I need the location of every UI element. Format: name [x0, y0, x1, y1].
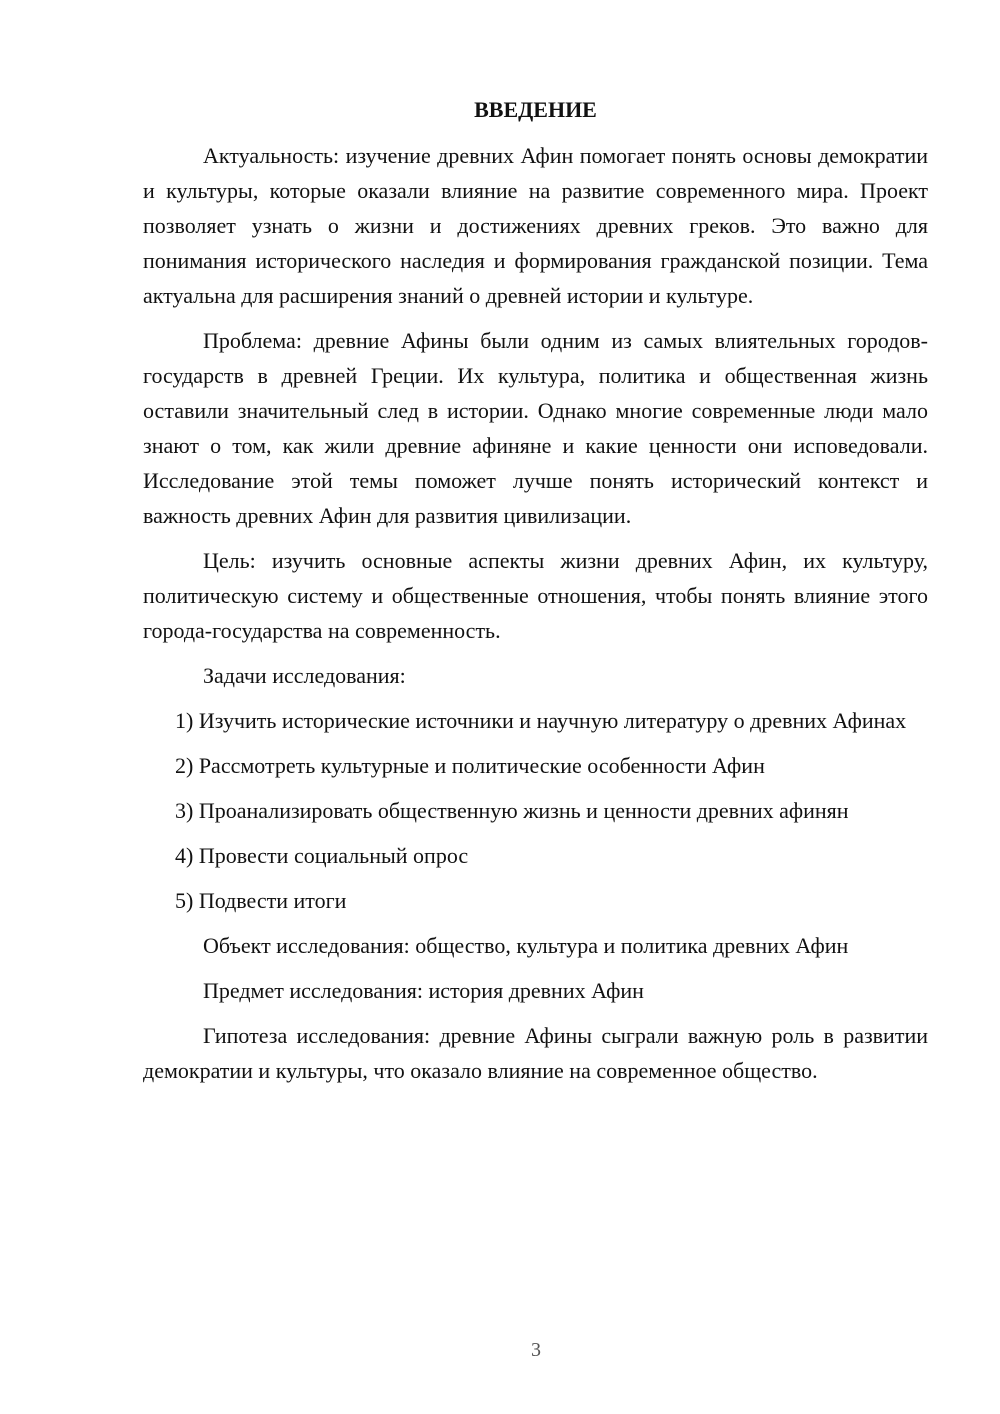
task-item: 1) Изучить исторические источники и научную литературу о древних Афинах	[175, 708, 907, 733]
tasks-heading: Задачи исследования:	[203, 663, 406, 688]
section-title: ВВЕДЕНИЕ	[474, 97, 597, 122]
task-item: 3) Проанализировать общественную жизнь и ценности древних афинян	[175, 798, 849, 823]
page-number: 3	[531, 1339, 541, 1361]
task-item: 5) Подвести итоги	[175, 888, 347, 913]
task-item: 2) Рассмотреть культурные и политические особенности Афин	[175, 753, 765, 778]
goal-paragraph: Цель: изучить основные аспекты жизни древних Афин, их культуру, политическую систему и общественные отношения, чтобы понять влияние этого города-государства на современность.	[143, 548, 928, 643]
subject-paragraph: Предмет исследования: история древних Афин	[203, 978, 644, 1003]
problem-paragraph: Проблема: древние Афины были одним из самых влиятельных городов-государств в древней Греции. Их культура, политика и общественная жизнь оставили значительный след в истории. Однако многие современные люди мало знают о том, как жили древние афиняне и какие ценности они исповедовали. Исследование этой темы поможет лучше понять исторический контекст и важность древних Афин для развития цивилизации.	[143, 328, 928, 528]
relevance-paragraph: Актуальность: изучение древних Афин помогает понять основы демократии и культуры, которые оказали влияние на развитие современного мира. Проект позволяет узнать о жизни и достижениях древних греков. Это важно для понимания исторического наследия и формирования гражданской позиции. Тема актуальна для расширения знаний о древней истории и культуре.	[143, 143, 928, 308]
hypothesis-paragraph: Гипотеза исследования: древние Афины сыграли важную роль в развитии демократии и культуры, что оказало влияние на современное общество.	[143, 1023, 928, 1083]
task-item: 4) Провести социальный опрос	[175, 843, 469, 868]
object-paragraph: Объект исследования: общество, культура и политика древних Афин	[203, 933, 849, 958]
document-body	[143, 92, 928, 1098]
